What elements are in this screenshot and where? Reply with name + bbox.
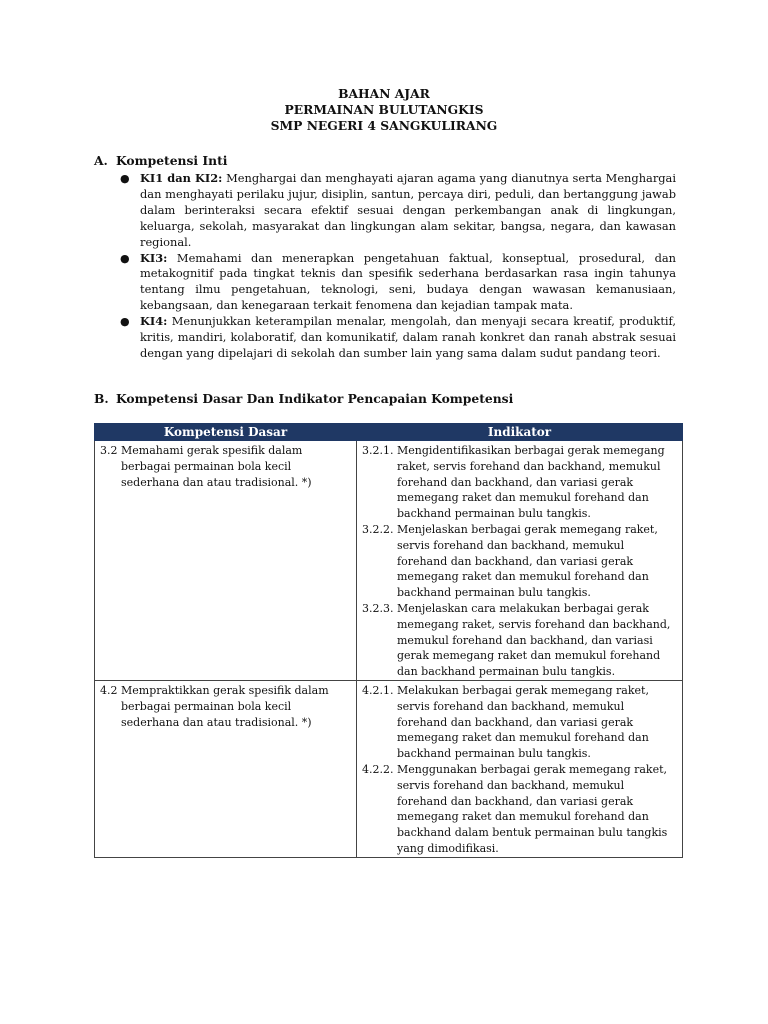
kompetensi-table xyxy=(94,423,683,858)
ki-item-2 xyxy=(120,251,676,315)
section-b-heading xyxy=(94,391,513,407)
title-line-1: BAHAN AJAR xyxy=(338,86,430,101)
bullet-icon: ● xyxy=(120,251,130,265)
ki-text: Menghargai dan menghayati ajaran agama yang dianutnya serta Menghargai dan menghayati perilaku jujur, disiplin, santun, percaya diri, peduli, dan bertanggung jawab dalam berinteraksi secara efektif sesuai dengan perkembangan anak di lingkungan, keluarga, sekolah, masyarakat dan lingkungan alam sekitar, bangsa, negara, dan kawasan regional. xyxy=(140,171,676,249)
kd-text: 3.2 Memahami gerak spesifik dalam berbagai permainan bola kecil sederhana dan atau tradisional. *) xyxy=(100,444,312,489)
ki-label: KI1 dan KI2: xyxy=(140,171,223,185)
header-kompetensi-dasar: Kompetensi Dasar xyxy=(95,424,357,441)
ki-item-3 xyxy=(120,314,676,362)
kd-cell xyxy=(95,441,357,681)
table-header-row xyxy=(95,424,683,441)
document-title xyxy=(0,86,768,134)
title-line-2: PERMAINAN BULUTANGKIS xyxy=(284,102,484,117)
header-indikator: Indikator xyxy=(357,424,683,441)
indicator-item: 4.2.1. Melakukan berbagai gerak memegang raket, servis forehand dan backhand, memukul forehand dan backhand, dan variasi gerak memegang raket dan memukul forehand dan backhand permainan bulu tangkis. xyxy=(362,683,649,761)
section-b-letter: B. xyxy=(94,391,109,406)
indicator-item: 3.2.1. Mengidentifikasikan berbagai gerak memegang raket, servis forehand dan backhand, memukul forehand dan backhand, dan variasi gerak memegang raket dan memukul forehand dan backhand permainan bulu tangkis. xyxy=(362,444,665,521)
section-a-heading xyxy=(94,153,227,169)
kd-cell xyxy=(95,680,357,857)
section-a-title: Kompetensi Inti xyxy=(116,153,228,168)
ki-text: Menunjukkan keterampilan menalar, mengolah, dan menyaji secara kreatif, produktif, kritis, mandiri, kolaboratif, dan komunikatif, dalam ranah konkret dan ranah abstrak sesuai dengan yang dipelajari di sekolah dan sumber lain yang sama dalam sudut pandang teori. xyxy=(140,314,676,360)
kd-text: 4.2 Mempraktikkan gerak spesifik dalam berbagai permainan bola kecil sederhana dan atau tradisional. *) xyxy=(100,683,329,729)
section-a-letter: A. xyxy=(94,153,108,168)
indicator-item: 3.2.3. Menjelaskan cara melakukan berbagai gerak memegang raket, servis forehand dan backhand, memukul forehand dan backhand, dan variasi gerak memegang raket dan memukul forehand dan backhand permainan bulu tangkis. xyxy=(362,601,671,679)
ki-label: KI3: xyxy=(140,250,168,265)
bullet-icon: ● xyxy=(120,315,130,329)
ki-text: Memahami dan menerapkan pengetahuan faktual, konseptual, prosedural, dan metakognitif pada tingkat teknis dan spesifik sederhana berdasarkan rasa ingin tahunya tentang ilmu pengetahuan, teknologi, seni, budaya dengan wawasan kemanusiaan, kebangsaan, dan kenegaraan terkait fenomena dan kejadian tampak mata. xyxy=(140,250,676,313)
bullet-icon: ● xyxy=(120,172,130,185)
ki-label: KI4: xyxy=(140,314,168,329)
title-line-3: SMP NEGERI 4 SANGKULIRANG xyxy=(270,118,498,133)
kompetensi-inti-list xyxy=(120,171,676,362)
section-b-title: Kompetensi Dasar Dan Indikator Pencapaian Kompetensi xyxy=(116,391,514,406)
indicator-item: 4.2.2. Menggunakan berbagai gerak memegang raket, servis forehand dan backhand, memukul forehand dan backhand, dan variasi gerak memegang raket dan memukul forehand dan backhand dalam bentuk permainan bulu tangkis yang dimodifikasi. xyxy=(362,762,668,855)
indicator-cell xyxy=(357,680,683,857)
ki-item-1 xyxy=(120,171,676,251)
indicator-item: 3.2.2. Menjelaskan berbagai gerak memegang raket, servis forehand dan backhand, memukul forehand dan backhand, dan variasi gerak memegang raket dan memukul forehand dan backhand permainan bulu tangkis. xyxy=(362,522,658,600)
table-row xyxy=(95,441,683,681)
indicator-cell xyxy=(357,441,683,681)
table-row xyxy=(95,680,683,857)
